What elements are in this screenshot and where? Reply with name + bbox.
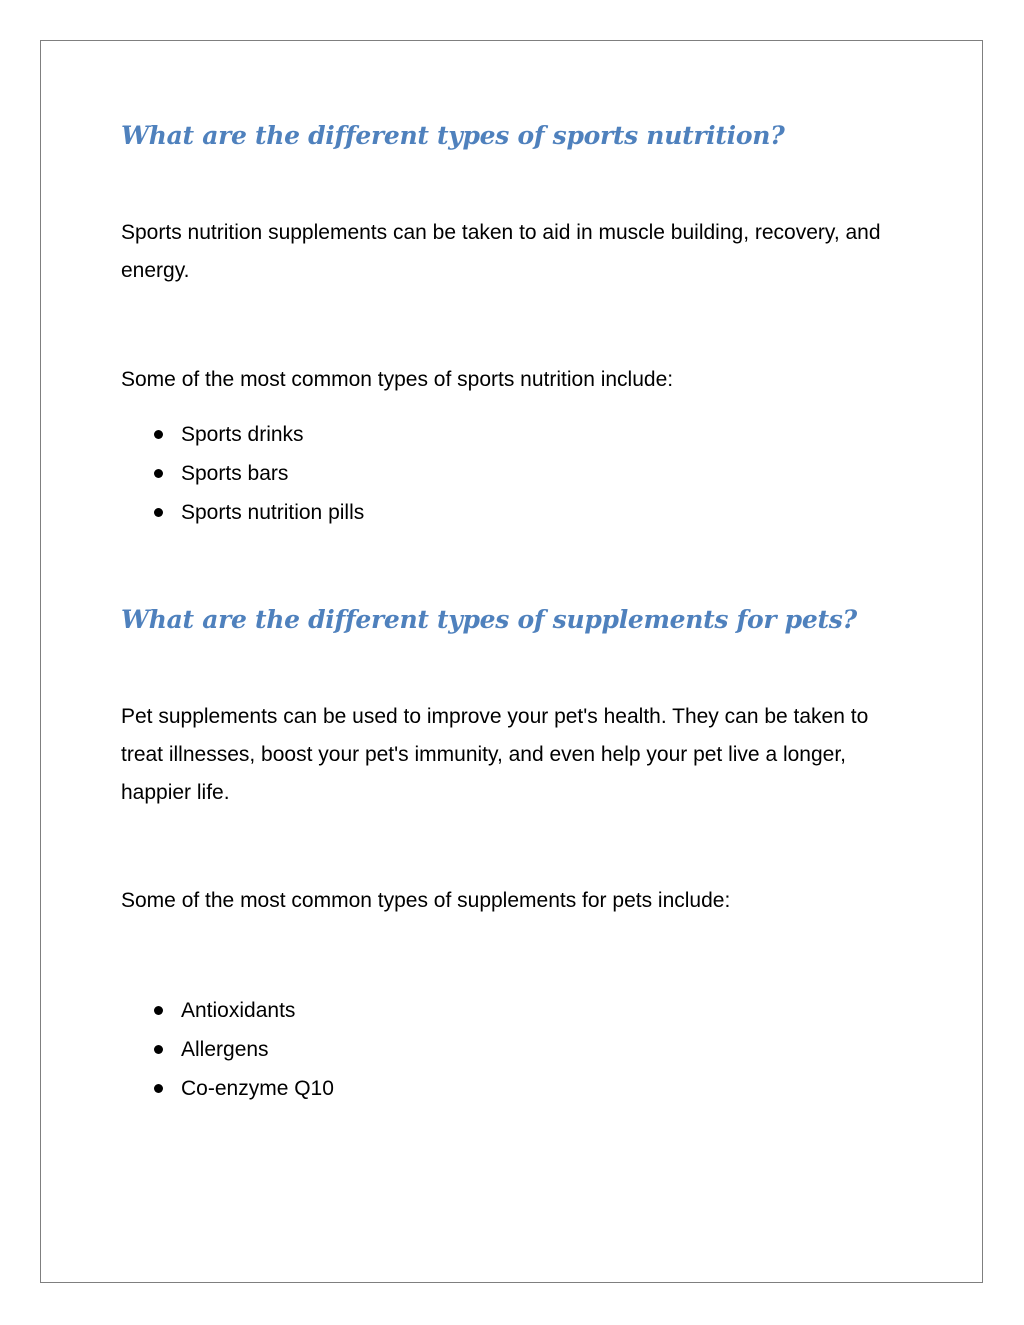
list-item	[121, 493, 364, 532]
list-item-label: Antioxidants	[181, 999, 296, 1022]
list-item-label: Co-enzyme Q10	[181, 1077, 334, 1100]
section-heading-pet-supplements: What are the different types of supplements for pets?	[121, 605, 857, 634]
bullet-icon	[154, 1084, 163, 1093]
list-item	[121, 1069, 334, 1108]
pet-supplements-list-intro: Some of the most common types of supplements for pets include:	[121, 889, 731, 912]
list-item-label: Sports bars	[181, 462, 289, 485]
list-item	[121, 1030, 334, 1069]
pet-supplements-list	[121, 991, 334, 1108]
bullet-icon	[154, 1045, 163, 1054]
sports-nutrition-intro: Sports nutrition supplements can be taken to aid in muscle building, recovery, and energy.	[121, 221, 881, 282]
sports-nutrition-list	[121, 415, 364, 532]
document-page	[40, 40, 983, 1283]
list-item-label: Sports drinks	[181, 423, 304, 446]
bullet-icon	[154, 430, 163, 439]
bullet-icon	[154, 1006, 163, 1015]
bullet-icon	[154, 469, 163, 478]
pet-supplements-intro: Pet supplements can be used to improve your pet's health. They can be taken to treat illnesses, boost your pet's immunity, and even help your pet live a longer, happier life.	[121, 705, 869, 804]
list-item	[121, 415, 364, 454]
list-item	[121, 454, 364, 493]
list-item	[121, 991, 334, 1030]
list-item-label: Allergens	[181, 1038, 269, 1061]
section-heading-sports-nutrition: What are the different types of sports nutrition?	[121, 121, 785, 150]
list-item-label: Sports nutrition pills	[181, 501, 365, 524]
bullet-icon	[154, 508, 163, 517]
sports-nutrition-list-intro: Some of the most common types of sports nutrition include:	[121, 368, 674, 391]
